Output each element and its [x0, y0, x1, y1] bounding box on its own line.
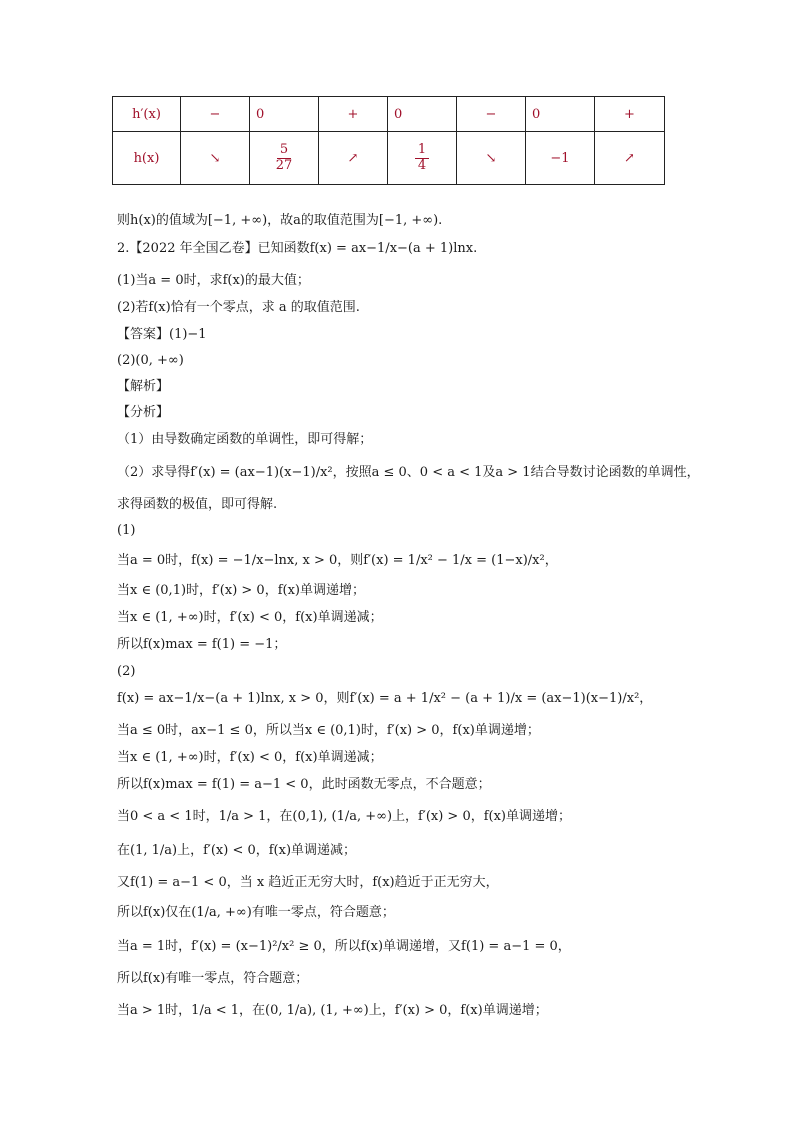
text-line: 在(1, 1/a)上，f′(x) < 0，f(x)单调递减； [117, 843, 357, 858]
fraction: $\frac{1}{4}$ [415, 143, 429, 173]
text-line: 当x ∈ (0,1)时，f′(x) > 0，f(x)单调递增； [117, 583, 365, 598]
table-row [113, 97, 665, 132]
table-cell [388, 132, 457, 185]
text-line: 所以f(x)有唯一零点，符合题意； [117, 971, 309, 986]
text-line: 所以f(x)max = f(1) = a−1 < 0，此时函数无零点，不合题意； [117, 777, 491, 792]
text-line: 当a = 1时，f′(x) = (x−1)²/x² ≥ 0，所以f(x)单调递增，又f(1) = a−1 = 0， [117, 939, 571, 954]
sign-table [112, 96, 665, 185]
table-cell [250, 132, 319, 185]
text-line: 当x ∈ (1, +∞)时，f′(x) < 0，f(x)单调递减； [117, 750, 383, 765]
text-line: 所以f(x)max = f(1) = −1； [117, 637, 287, 652]
text-line: 则h(x)的值域为[−1, +∞)，故a的取值范围为[−1, +∞). [117, 213, 443, 228]
row-header: h′(x) [113, 97, 181, 132]
table-cell: ↘ [181, 132, 250, 185]
text-line: (2)若f(x)恰有一个零点，求 a 的取值范围. [117, 300, 360, 315]
text-line: (2)(0, +∞) [117, 353, 184, 368]
fraction: $\frac{5}{27}$ [275, 142, 293, 173]
text-line: （1）由导数确定函数的单调性，即可得解； [117, 432, 373, 447]
text-line: 求得函数的极值，即可得解. [117, 497, 278, 512]
table-cell: ↘ [457, 132, 526, 185]
table-cell: −1 [526, 132, 595, 185]
text-line: 所以f(x)仅在(1/a, +∞)有唯一零点，符合题意； [117, 905, 395, 920]
table-row [113, 132, 665, 185]
table-cell: − [181, 97, 250, 132]
row-header: h(x) [113, 132, 181, 185]
text-line: 当a > 1时，1/a < 1，在(0, 1/a), (1, +∞)上，f′(x) > 0，f(x)单调递增； [117, 1003, 548, 1018]
table-cell: ↗ [319, 132, 388, 185]
text-line: 当a ≤ 0时，ax−1 ≤ 0，所以当x ∈ (0,1)时，f′(x) > 0，f(x)单调递增； [117, 723, 540, 738]
table-cell: + [595, 97, 665, 132]
text-line: (2) [117, 664, 136, 679]
table-cell: 0 [250, 97, 319, 132]
table-cell: 0 [388, 97, 457, 132]
section-label: 【分析】 [117, 405, 170, 420]
text-line: 当x ∈ (1, +∞)时，f′(x) < 0，f(x)单调递减； [117, 610, 383, 625]
table-cell: ↗ [595, 132, 665, 185]
text-line: (1)当a = 0时，求f(x)的最大值； [117, 273, 310, 288]
text-line: 又f(1) = a−1 < 0，当 x 趋近正无穷大时，f(x)趋近于正无穷大， [117, 875, 499, 890]
question-title: 2.【2022 年全国乙卷】已知函数f(x) = ax−1/x−(a + 1)lnx. [117, 241, 478, 256]
table-cell: 0 [526, 97, 595, 132]
answer-label: 【答案】(1)−1 [117, 327, 207, 342]
table-cell: − [457, 97, 526, 132]
text-line: f(x) = ax−1/x−(a + 1)lnx, x > 0，则f′(x) = a + 1/x² − (a + 1)/x = (ax−1)(x−1)/x²， [117, 691, 653, 706]
text-line: (1) [117, 523, 136, 538]
text-line: 当a = 0时，f(x) = −1/x−lnx, x > 0，则f′(x) = 1/x² − 1/x = (1−x)/x²， [117, 553, 558, 568]
section-label: 【解析】 [117, 379, 170, 394]
table-cell: + [319, 97, 388, 132]
text-line: （2）求导得f′(x) = (ax−1)(x−1)/x²，按照a ≤ 0、0 < a < 1及a > 1结合导数讨论函数的单调性， [117, 465, 700, 480]
text-line: 当0 < a < 1时，1/a > 1，在(0,1), (1/a, +∞)上，f′(x) > 0，f(x)单调递增； [117, 809, 572, 824]
